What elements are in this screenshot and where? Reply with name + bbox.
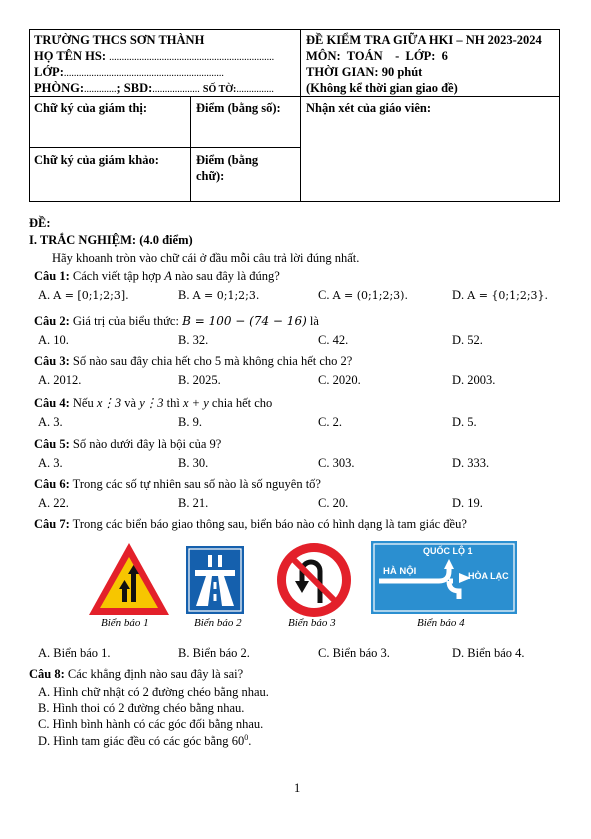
- score-word-label-2: chữ):: [196, 169, 225, 183]
- q1-b-math: A = 0;1;2;3.: [192, 289, 260, 302]
- q3-option-b[interactable]: B. 2025.: [178, 373, 221, 387]
- question-2-expression: B = 100 − (74 − 16): [182, 314, 307, 328]
- question-2-text2: là: [306, 314, 319, 328]
- q7-option-a[interactable]: A. Biển báo 1.: [38, 646, 111, 660]
- q1-d-letter: D.: [452, 288, 468, 302]
- q4-option-a[interactable]: A. 3.: [38, 415, 63, 429]
- q8-d-text: D. Hình tam giác đều có các góc bằng: [38, 734, 232, 749]
- question-5: [34, 437, 221, 452]
- question-1-label: Câu 1:: [34, 269, 70, 283]
- q1-option-c[interactable]: [318, 288, 408, 303]
- q1-d-math: A = {0;1;2;3}.: [467, 289, 549, 302]
- question-4-text2: chia hết cho: [208, 396, 273, 410]
- section-multiple-choice: I. TRẮC NGHIỆM: (4.0 điểm): [29, 233, 193, 247]
- q1-option-d[interactable]: [452, 288, 548, 303]
- de-label: ĐỀ:: [29, 216, 51, 230]
- student-name-field[interactable]: ..................................................................: [109, 52, 275, 63]
- question-1-var: A: [164, 269, 172, 283]
- exam-title: ĐỀ KIỂM TRA GIỮA HKI – NH 2023-2024: [306, 33, 542, 47]
- question-2-label: Câu 2:: [34, 314, 70, 328]
- q6-option-a[interactable]: A. 22.: [38, 496, 69, 510]
- q5-option-b[interactable]: B. 30.: [178, 456, 209, 470]
- soto-field[interactable]: ...............: [236, 84, 274, 95]
- student-name-line: [34, 49, 274, 64]
- q7-option-c[interactable]: C. Biển báo 3.: [318, 646, 390, 660]
- class-line: [34, 65, 224, 80]
- sign-4-left-text: HÀ NỘI: [383, 566, 417, 577]
- question-4-expr-3: x + y: [183, 396, 209, 410]
- time-note: (Không kể thời gian giao đề): [306, 81, 458, 95]
- q6-option-b[interactable]: B. 21.: [178, 496, 209, 510]
- q2-option-a[interactable]: A. 10.: [38, 333, 69, 347]
- header-row-line: [30, 96, 560, 97]
- question-5-text: Số nào dưới đây là bội của 9?: [69, 437, 222, 451]
- question-4-expr-1: x⋮3: [96, 396, 122, 410]
- class-label: LỚP:: [34, 65, 64, 79]
- sign-1-caption: Biển báo 1: [101, 617, 149, 629]
- q4-option-d[interactable]: D. 5.: [452, 415, 477, 429]
- q8-option-a[interactable]: A. Hình chữ nhật có 2 đường chéo bằng nhau.: [38, 685, 269, 699]
- question-6-text: Trong các số tự nhiên sau số nào là số nguyên tố?: [69, 477, 321, 491]
- class-field[interactable]: ................................................................: [63, 68, 224, 79]
- q3-option-a[interactable]: A. 2012.: [38, 373, 82, 387]
- q6-option-d[interactable]: D. 19.: [452, 496, 483, 510]
- question-6: [34, 477, 321, 492]
- q6-option-c[interactable]: C. 20.: [318, 496, 349, 510]
- q1-a-math: A = [0;1;2;3].: [53, 289, 129, 302]
- question-1: [34, 269, 280, 284]
- q7-option-b[interactable]: B. Biển báo 2.: [178, 646, 250, 660]
- q5-option-c[interactable]: C. 303.: [318, 456, 355, 470]
- q1-c-math: A = (0;1;2;3).: [332, 289, 408, 302]
- question-8-label: Câu 8:: [29, 667, 65, 681]
- question-4-and: và: [121, 396, 140, 410]
- sign-4-direction: [371, 541, 517, 614]
- q1-c-letter: C.: [318, 288, 333, 302]
- question-2: [34, 314, 319, 329]
- q4-option-b[interactable]: B. 9.: [178, 415, 202, 429]
- question-2-text: Giá trị của biểu thức:: [69, 314, 183, 328]
- q1-a-letter: A.: [38, 288, 54, 302]
- question-4-then: thì: [163, 396, 183, 410]
- q2-option-c[interactable]: C. 42.: [318, 333, 349, 347]
- instruction: Hãy khoanh tròn vào chữ cái ở đầu mỗi câu trả lời đúng nhất.: [52, 251, 360, 265]
- sign-4-top-text: QUỐC LỘ 1: [423, 546, 473, 556]
- q4-option-c[interactable]: C. 2.: [318, 415, 342, 429]
- question-1-text: Cách viết tập hợp: [69, 269, 165, 283]
- question-4: [34, 395, 272, 411]
- question-8: [29, 667, 243, 682]
- sign-3-caption: Biển báo 3: [288, 617, 336, 629]
- score-number-label: Điểm (bằng số):: [196, 101, 281, 115]
- q1-option-a[interactable]: [38, 288, 129, 303]
- sbd-label: ; SBD:: [116, 81, 153, 95]
- question-3: [34, 354, 352, 369]
- question-3-label: Câu 3:: [34, 354, 70, 368]
- sign-2-caption: Biển báo 2: [194, 617, 242, 629]
- room-line: [34, 81, 274, 96]
- q2-option-b[interactable]: B. 32.: [178, 333, 209, 347]
- q1-option-b[interactable]: [178, 288, 259, 303]
- q5-option-d[interactable]: D. 333.: [452, 456, 490, 470]
- supervisor-signature-label: Chữ ký của giám thị:: [34, 101, 148, 115]
- q7-option-d[interactable]: D. Biển báo 4.: [452, 646, 525, 660]
- question-8-text: Các khẳng định nào sau đây là sai?: [64, 667, 244, 681]
- subject-line: MÔN: TOÁN - LỚP: 6: [306, 49, 448, 63]
- q8-d-degree: 0: [244, 733, 249, 742]
- question-6-label: Câu 6:: [34, 477, 70, 491]
- score-word-label-1: Điểm (bằng: [196, 153, 259, 167]
- school-name: TRƯỜNG THCS SƠN THÀNH: [34, 33, 205, 47]
- score-column-line: [190, 96, 191, 202]
- soto-label: SỐ TỜ:: [202, 84, 237, 95]
- q8-d-end: .: [248, 734, 252, 749]
- q3-option-c[interactable]: C. 2020.: [318, 373, 361, 387]
- question-7: [34, 517, 467, 532]
- question-7-text: Trong các biển báo giao thông sau, biển báo nào có hình dạng là tam giác đều?: [69, 517, 467, 531]
- time-line: THỜI GIAN: 90 phút: [306, 65, 423, 79]
- header-divider-main: [300, 30, 301, 202]
- question-3-text: Số nào sau đây chia hết cho 5 mà không chia hết cho 2?: [69, 354, 353, 368]
- sign-4-caption: Biển báo 4: [417, 617, 465, 629]
- question-4-label: Câu 4:: [34, 396, 70, 410]
- q5-option-a[interactable]: A. 3.: [38, 456, 63, 470]
- question-5-label: Câu 5:: [34, 437, 70, 451]
- sign-1-warning-triangle-icon: [86, 540, 172, 618]
- page-number: 1: [294, 781, 301, 795]
- question-4-text: Nếu: [69, 396, 97, 410]
- q8-option-b[interactable]: B. Hình thoi có 2 đường chéo bằng nhau.: [38, 701, 245, 715]
- q2-option-d[interactable]: D. 52.: [452, 333, 483, 347]
- sbd-field[interactable]: ...................: [152, 84, 200, 95]
- q8-option-c[interactable]: C. Hình bình hành có các góc đối bằng nhau.: [38, 717, 264, 731]
- question-7-label: Câu 7:: [34, 517, 70, 531]
- question-4-expr-2: y⋮3: [139, 396, 164, 410]
- sign-4-right-text: HÒA LẠC: [468, 571, 509, 581]
- question-1-text2: nào sau đây là đúng?: [171, 269, 280, 283]
- sign-2-expressway-icon: [186, 546, 244, 614]
- q3-option-d[interactable]: D. 2003.: [452, 373, 496, 387]
- examiner-signature-label: Chữ ký của giám khảo:: [34, 153, 159, 167]
- room-field[interactable]: .............: [84, 84, 117, 95]
- signature-row-line: [30, 147, 300, 148]
- teacher-comment-label: Nhận xét của giáo viên:: [306, 101, 431, 115]
- q8-d-value: 60: [231, 734, 245, 749]
- sign-3-no-u-turn-icon: [275, 541, 353, 619]
- q1-b-letter: B.: [178, 288, 193, 302]
- q8-option-d[interactable]: [38, 733, 251, 749]
- student-name-label: HỌ TÊN HS:: [34, 49, 107, 63]
- room-label: PHÒNG:: [34, 81, 84, 95]
